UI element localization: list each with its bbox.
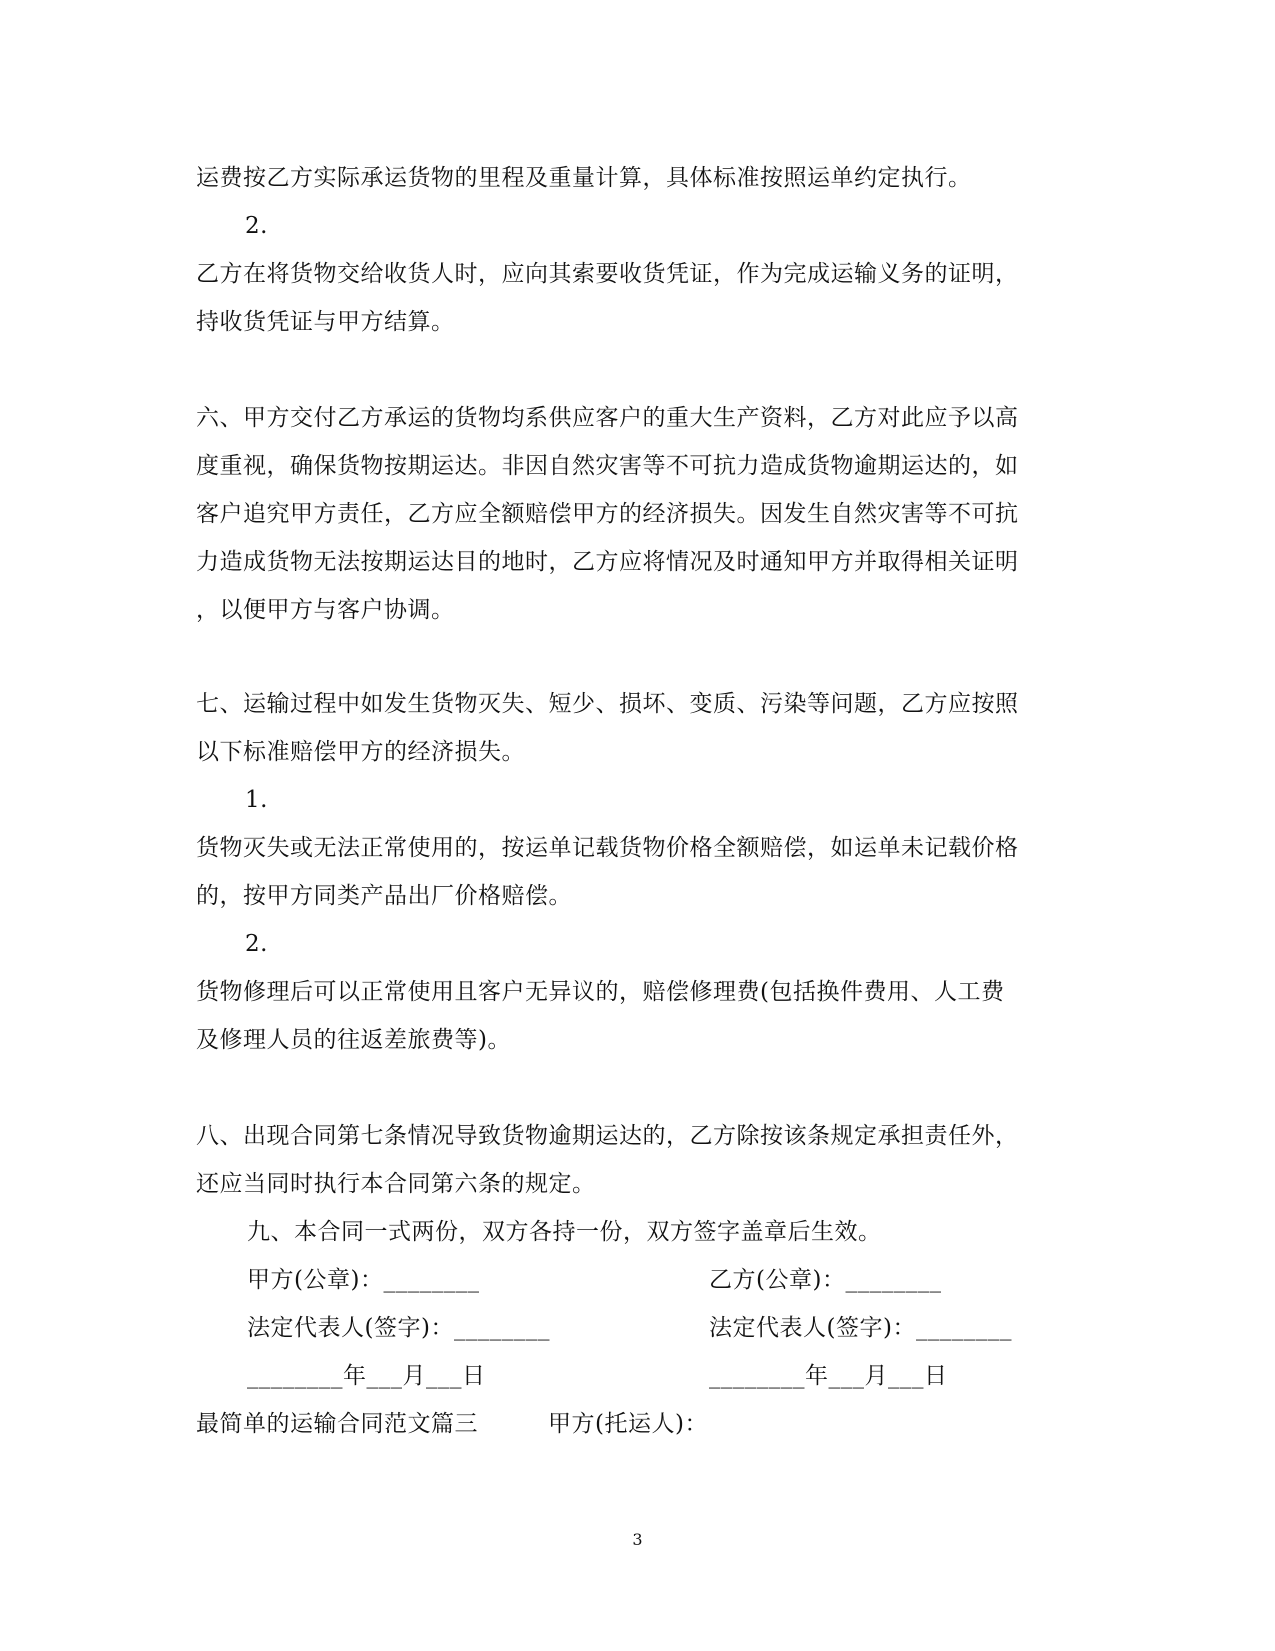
clause-nine-line: 九、本合同一式两份，双方各持一份，双方签字盖章后生效。: [247, 1219, 882, 1245]
clause-six-line: 度重视，确保货物按期运达。非因自然灾害等不可抗力造成货物逾期运达的，如: [196, 453, 1019, 479]
next-section-title: 最简单的运输合同范文篇三: [196, 1411, 478, 1437]
party-a-date: ________年___月___日: [247, 1363, 486, 1389]
party-b-representative: 法定代表人(签字)：________: [709, 1315, 1012, 1341]
paragraph-line: 运费按乙方实际承运货物的里程及重量计算，具体标准按照运单约定执行。: [196, 165, 972, 191]
clause-eight-line: 八、出现合同第七条情况导致货物逾期运达的，乙方除按该条规定承担责任外，: [196, 1123, 1019, 1149]
clause-eight-line: 还应当同时执行本合同第六条的规定。: [196, 1171, 596, 1197]
party-b-date: ________年___月___日: [709, 1363, 948, 1389]
paragraph-line: 乙方在将货物交给收货人时，应向其索要收货凭证，作为完成运输义务的证明，: [196, 261, 1019, 287]
paragraph-line: 持收货凭证与甲方结算。: [196, 309, 455, 335]
clause-six-line: 六、甲方交付乙方承运的货物均系供应客户的重大生产资料，乙方对此应予以高: [196, 405, 1019, 431]
clause-seven-line: 的，按甲方同类产品出厂价格赔偿。: [196, 883, 572, 909]
clause-six-line: 客户追究甲方责任，乙方应全额赔偿甲方的经济损失。因发生自然灾害等不可抗: [196, 501, 1019, 527]
clause-seven-line: 七、运输过程中如发生货物灭失、短少、损坏、变质、污染等问题，乙方应按照: [196, 691, 1019, 717]
clause-seven-line: 货物灭失或无法正常使用的，按运单记载货物价格全额赔偿，如运单未记载价格: [196, 835, 1019, 861]
list-number: 1.: [245, 787, 268, 813]
party-a-seal: 甲方(公章)：________: [247, 1267, 480, 1293]
list-number: 2.: [245, 931, 268, 957]
list-number: 2.: [245, 213, 268, 239]
clause-seven-line: 货物修理后可以正常使用且客户无异议的，赔偿修理费(包括换件费用、人工费: [196, 979, 1005, 1005]
party-b-seal: 乙方(公章)：________: [709, 1267, 942, 1293]
page-number: 3: [632, 1530, 643, 1549]
party-a-representative: 法定代表人(签字)：________: [247, 1315, 550, 1341]
clause-seven-line: 及修理人员的往返差旅费等)。: [196, 1027, 511, 1053]
clause-seven-line: 以下标准赔偿甲方的经济损失。: [196, 739, 525, 765]
next-section-party-a: 甲方(托运人)：: [548, 1411, 708, 1437]
clause-six-line: 力造成货物无法按期运达目的地时，乙方应将情况及时通知甲方并取得相关证明: [196, 549, 1019, 575]
clause-six-line: ，以便甲方与客户协调。: [196, 597, 455, 623]
